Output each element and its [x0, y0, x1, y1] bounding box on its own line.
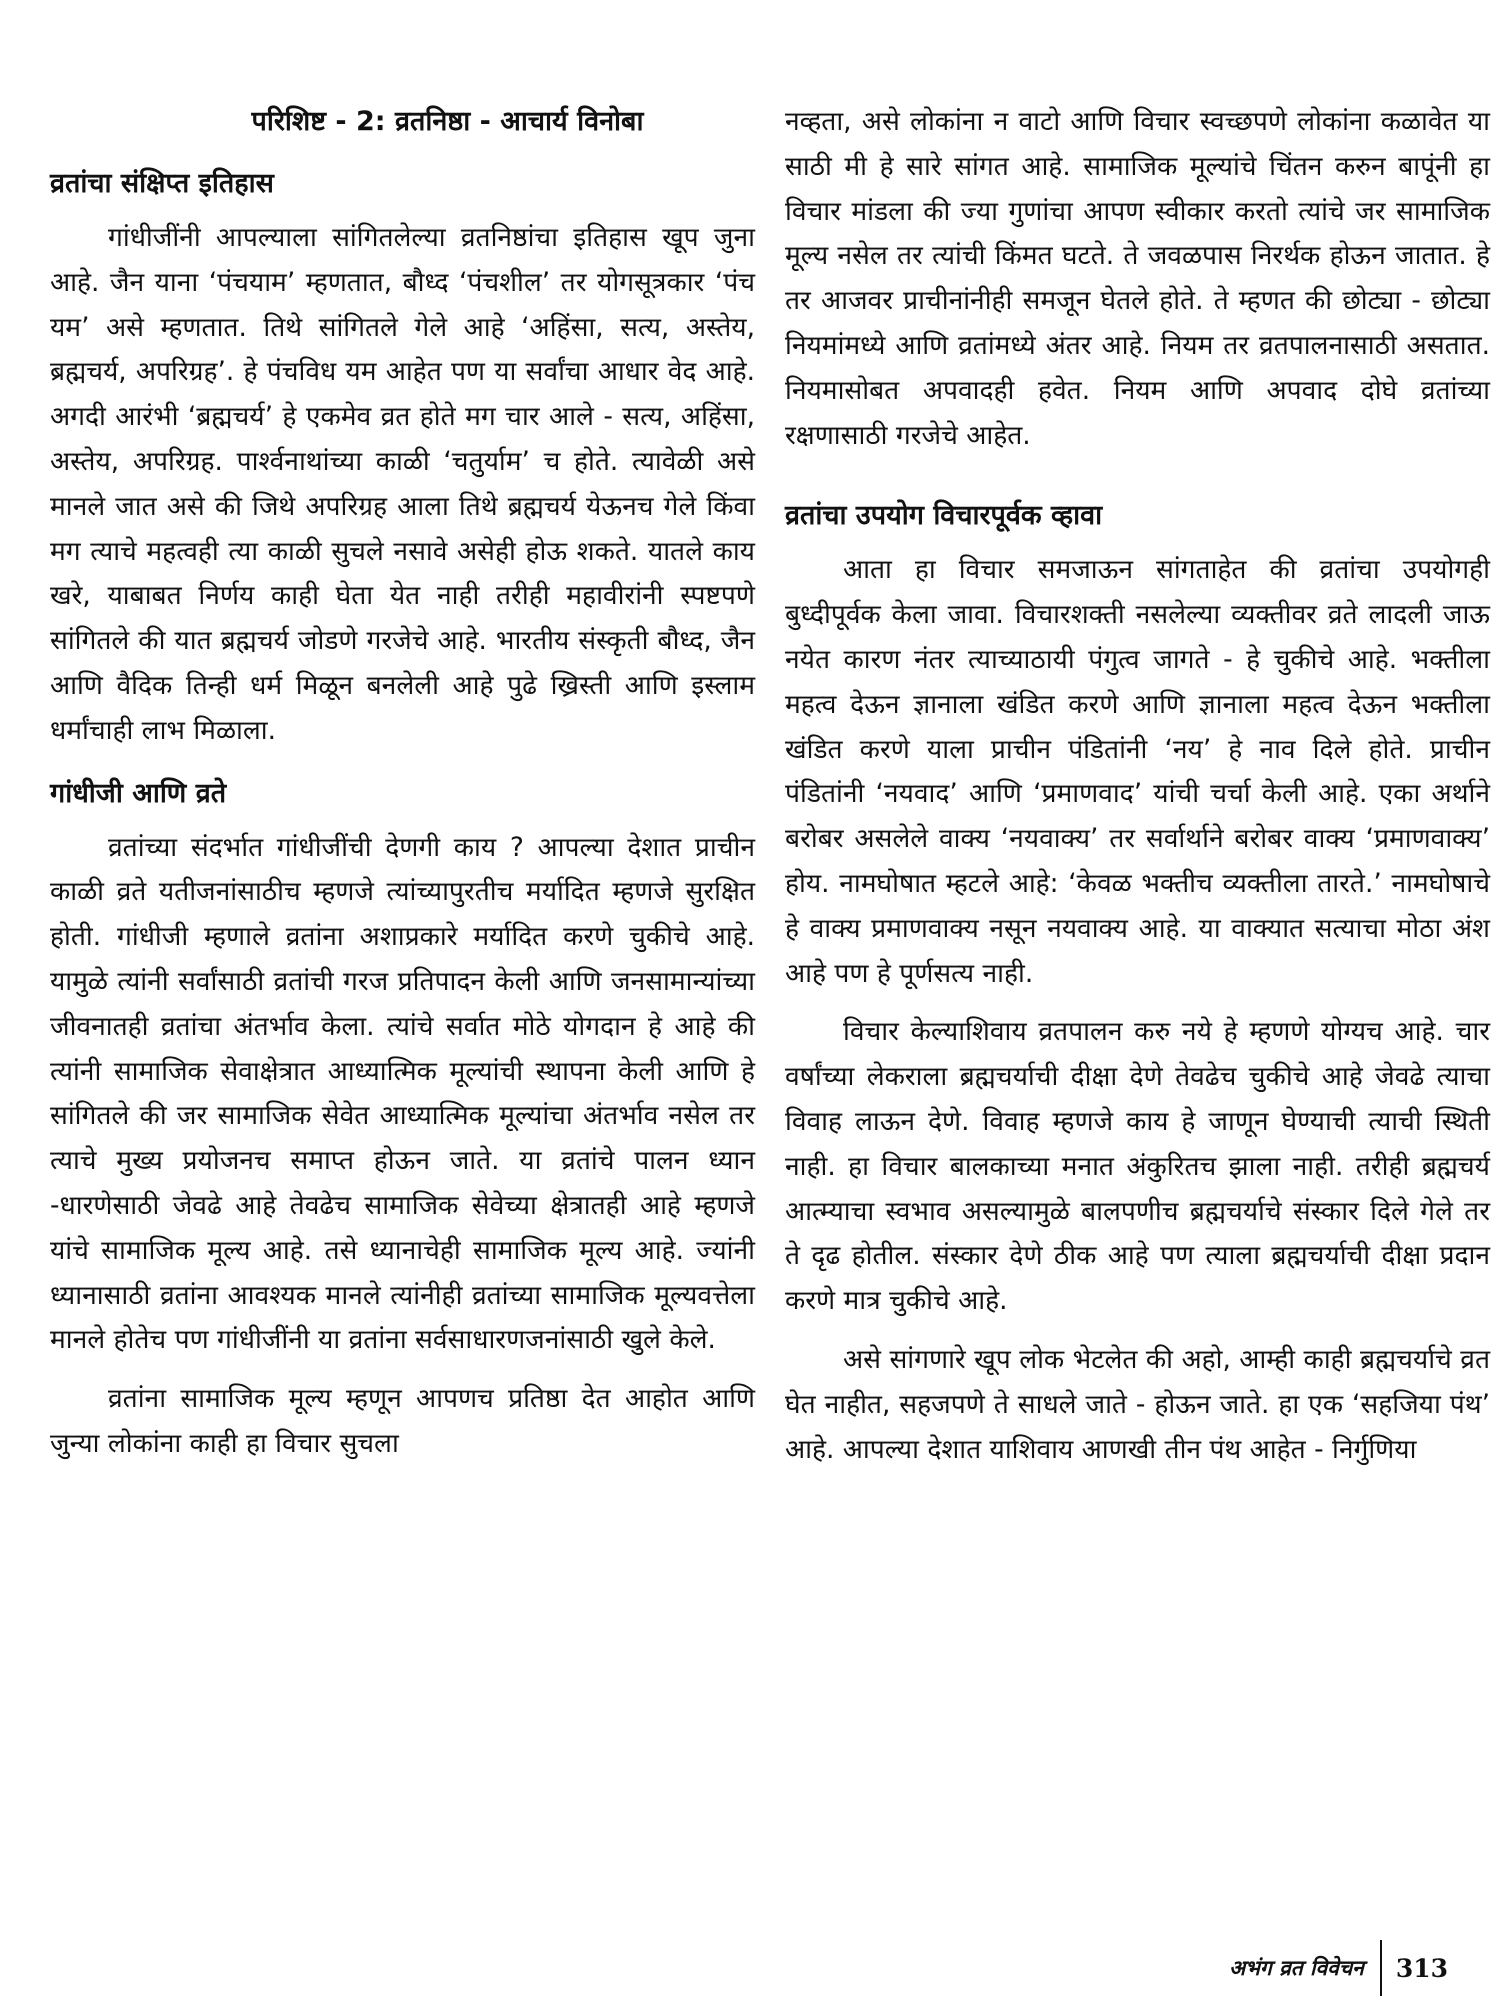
paragraph: व्रतांच्या संदर्भात गांधीजींची देणगी काय ? आपल्या देशात प्राचीन काळी व्रते यतीजनांसाठीच म्हणजे त्यांच्यापुरतीच मर्यादित म्हणजे सुरक्षित होती. गांधीजी म्हणाले व्रतांना अशाप्रकारे मर्यादित करणे चुकीचे आहे. यामुळे त्यांनी सर्वांसाठी व्रतांची गरज प्रतिपादन केली आणि जनसामान्यांच्या जीवनातही व्रतांचा अंतर्भाव केला. त्यांचे सर्वात मोठे योगदान हे आहे की त्यांनी सामाजिक सेवाक्षेत्रात आध्यात्मिक मूल्यांची स्थापना केली आणि हे सांगितले की जर सामाजिक सेवेत आध्यात्मिक मूल्यांचा अंतर्भाव नसेल तर त्याचे मुख्य प्रयोजनच समाप्त होऊन जाते. या व्रतांचे पालन ध्यान -धारणेसाठी जेवढे आहे तेवढेच सामाजिक सेवेच्या क्षेत्रातही आहे म्हणजे यांचे सामाजिक मूल्य आहे. तसे ध्यानाचेही सामाजिक मूल्य आहे. ज्यांनी ध्यानासाठी व्रतांना आवश्यक मानले त्यांनीही व्रतांच्या सामाजिक मूल्यवत्तेला मानले होतेच पण गांधीजींनी या व्रतांना सर्वसाधारणजनांसाठी खुले केले.: [50, 831, 755, 1356]
paragraph: व्रतांना सामाजिक मूल्य म्हणून आपणच प्रतिष्ठा देत आहोत आणि जुन्या लोकांना काही हा विचार सुचला: [50, 1383, 755, 1459]
appendix-title: परिशिष्ट - 2: व्रतनिष्ठा - आचार्य विनोबा: [251, 106, 644, 137]
book-title: अभंग व्रत विवेचन: [1229, 1956, 1364, 1980]
section-heading-history: व्रतांचा संक्षिप्त इतिहास: [50, 168, 274, 199]
right-column: [785, 100, 1490, 1472]
paragraph: गांधीजींनी आपल्याला सांगितलेल्या व्रतनिष्ठांचा इतिहास खूप जुना आहे. जैन याना ‘पंचयाम’ म्हणतात, बौध्द ‘पंचशील’ तर योगसूत्रकार ‘पंच यम’ असे म्हणतात. तिथे सांगितले गेले आहे ‘अहिंसा, सत्य, अस्तेय, ब्रह्मचर्य, अपरिग्रह’. हे पंचविध यम आहेत पण या सर्वांचा आधार वेद आहे. अगदी आरंभी ‘ब्रह्मचर्य’ हे एकमेव व्रत होते मग चार आले - सत्य, अहिंसा, अस्तेय, अपरिग्रह. पार्श्वनाथांच्या काळी ‘चतुर्याम’ च होते. त्यावेळी असे मानले जात असे की जिथे अपरिग्रह आला तिथे ब्रह्मचर्य येऊनच गेले किंवा मग त्याचे महत्वही त्या काळी सुचले नसावे असेही होऊ शकते. यातले काय खरे, याबाबत निर्णय काही घेता येत नाही तरीही महावीरांनी स्पष्टपणे सांगितले की यात ब्रह्मचर्य जोडणे गरजेचे आहे. भारतीय संस्कृती बौध्द, जैन आणि वैदिक तिन्ही धर्म मिळून बनलेली आहे पुढे ख्रिस्ती आणि इस्लाम धर्मांचाही लाभ मिळाला.: [50, 222, 755, 746]
page-footer: [1229, 1938, 1448, 1998]
paragraph: आता हा विचार समजाऊन सांगताहेत की व्रतांचा उपयोगही बुध्दीपूर्वक केला जावा. विचारशक्ती नसलेल्या व्यक्तीवर व्रते लादली जाऊ नयेत कारण नंतर त्याच्याठायी पंगुत्व जागते - हे चुकीचे आहे. भक्तीला महत्व देऊन ज्ञानाला खंडित करणे आणि ज्ञानाला महत्व देऊन भक्तीला खंडित करणे याला प्राचीन पंडितांनी ‘नय’ हे नाव दिले होते. प्राचीन पंडितांनी ‘नयवाद’ आणि ‘प्रमाणवाद’ यांची चर्चा केली आहे. एका अर्थाने बरोबर असलेले वाक्य ‘नयवाक्य’ तर सर्वार्थाने बरोबर वाक्य ‘प्रमाणवाक्य’ होय. नामघोषात म्हटले आहे: ‘केवळ भक्तीच व्यक्तीला तारते.’ नामघोषाचे हे वाक्य प्रमाणवाक्य नसून नयवाक्य आहे. या वाक्यात सत्याचा मोठा अंश आहे पण हे पूर्णसत्य नाही.: [785, 554, 1490, 989]
section-heading-gandhiji: गांधीजी आणि व्रते: [50, 777, 227, 809]
paragraph: असे सांगणारे खूप लोक भेटलेत की अहो, आम्ही काही ब्रह्मचर्याचे व्रत घेत नाहीत, सहजपणे ते साधले जाते - होऊन जाते. हा एक ‘सहजिया पंथ’ आहे. आपल्या देशात याशिवाय आणखी तीन पंथ आहेत - निर्गुणिया: [785, 1343, 1490, 1465]
page-number: 313: [1395, 1953, 1448, 1983]
paragraph: विचार केल्याशिवाय व्रतपालन करु नये हे म्हणणे योग्यच आहे. चार वर्षांच्या लेकराला ब्रह्मचर्याची दीक्षा देणे तेवढेच चुकीचे आहे जेवढे त्याचा विवाह लाऊन देणे. विवाह म्हणजे काय हे जाणून घेण्याची त्याची स्थिती नाही. हा विचार बालकाच्या मनात अंकुरितच झाला नाही. तरीही ब्रह्मचर्य आत्म्याचा स्वभाव असल्यामुळे बालपणीच ब्रह्मचर्याचे संस्कार दिले गेले तर ते दृढ होतील. संस्कार देणे ठीक आहे पण त्याला ब्रह्मचर्याची दीक्षा प्रदान करणे मात्र चुकीचे आहे.: [785, 1016, 1490, 1317]
left-column: [50, 100, 755, 1467]
section-heading-usage: व्रतांचा उपयोग विचारपूर्वक व्हावा: [785, 500, 1103, 532]
paragraph-continuation: नव्हता, असे लोकांना न वाटो आणि विचार स्वच्छपणे लोकांना कळावेत या साठी मी हे सारे सांगत आहे. सामाजिक मूल्यांचे चिंतन करुन बापूंनी हा विचार मांडला की ज्या गुणांचा आपण स्वीकार करतो त्यांचे जर सामाजिक मूल्य नसेल तर त्यांची किंमत घटते. ते जवळपास निरर्थक होऊन जातात. हे तर आजवर प्राचीनांनीही समजून घेतले होते. ते म्हणत की छोट्या - छोट्या नियमांमध्ये आणि व्रतांमध्ये अंतर आहे. नियम तर व्रतपालनासाठी असतात. नियमासोबत अपवादही हवेत. नियम आणि अपवाद दोघे व्रतांच्या रक्षणासाठी गरजेचे आहेत.: [785, 106, 1490, 451]
